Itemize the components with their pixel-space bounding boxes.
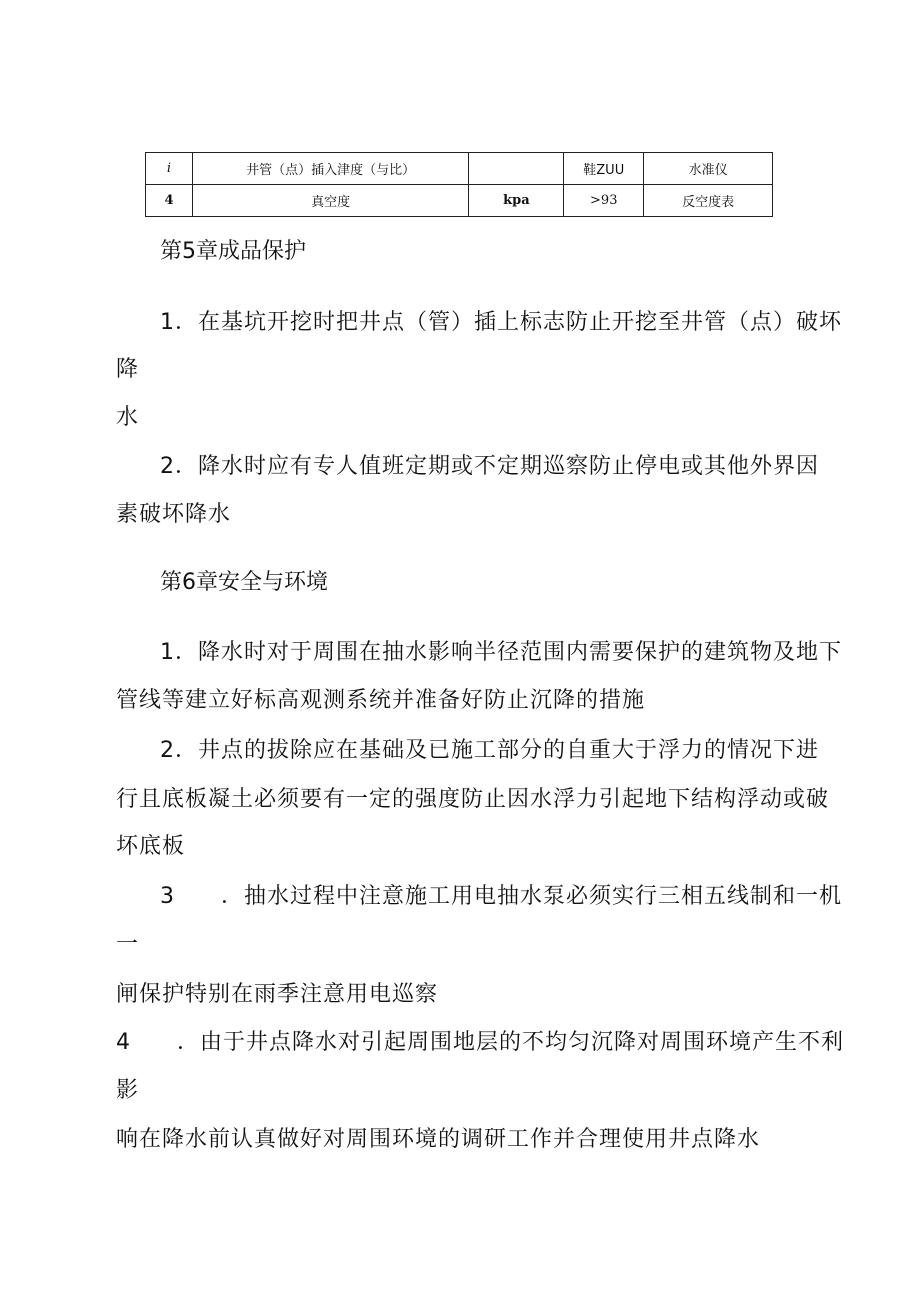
paragraph-line: 4 ．由于井点降水对引起周围地层的不均匀沉降对周围环境产生不利: [116, 1030, 844, 1055]
paragraph-line: 素破坏降水: [116, 502, 232, 527]
paragraph-line: 2．井点的拔除应在基础及已施工部分的自重大于浮力的情况下进: [160, 738, 819, 763]
table-cell: 反空度表: [644, 185, 773, 217]
paragraph-line: 3 ．抽水过程中注意施工用电抽水泵必须实行三相五线制和一机: [160, 884, 842, 909]
paragraph-line: 行且底板凝土必须要有一定的强度防止因水浮力引起地下结构浮动或破: [116, 787, 830, 812]
table-cell: [469, 153, 564, 185]
table-cell: >93: [564, 185, 644, 217]
paragraph-line: 闸保护特别在雨季注意用电巡察: [116, 982, 439, 1007]
paragraph-line: 水: [116, 405, 140, 430]
chapter-6-heading: 第6章安全与环境: [160, 570, 328, 595]
paragraph-line: 影: [116, 1078, 140, 1103]
table-cell: 水准仪: [644, 153, 773, 185]
paragraph-line: 降: [116, 357, 140, 382]
paragraph-line: 一: [116, 932, 140, 957]
table-cell: kpa: [469, 185, 564, 217]
table-row: [146, 185, 773, 217]
table-cell: 鞋ZUU: [564, 153, 644, 185]
paragraph-line: 坏底板: [116, 834, 186, 859]
table-cell: 真空度: [192, 185, 469, 217]
table-cell: 4: [146, 185, 193, 217]
table-cell: 井管（点）插入津度（与比）: [192, 153, 469, 185]
paragraph-line: 响在降水前认真做好对周围环境的调研工作并合理使用井点降水: [116, 1127, 761, 1152]
paragraph-line: 1．在基坑开挖时把井点（管）插上标志防止开挖至井管（点）破坏: [160, 310, 842, 335]
paragraph-line: 管线等建立好标高观测系统并准备好防止沉降的措施: [116, 688, 646, 713]
table-row: [146, 153, 773, 185]
paragraph-line: 1．降水时对于周围在抽水影响半径范围内需要保护的建筑物及地下: [160, 640, 842, 665]
paragraph-line: 2．降水时应有专人值班定期或不定期巡察防止停电或其他外界因: [160, 454, 819, 479]
table-cell: i: [146, 153, 193, 185]
inspection-table: [145, 152, 773, 217]
chapter-5-heading: 第5章成品保护: [160, 239, 306, 264]
